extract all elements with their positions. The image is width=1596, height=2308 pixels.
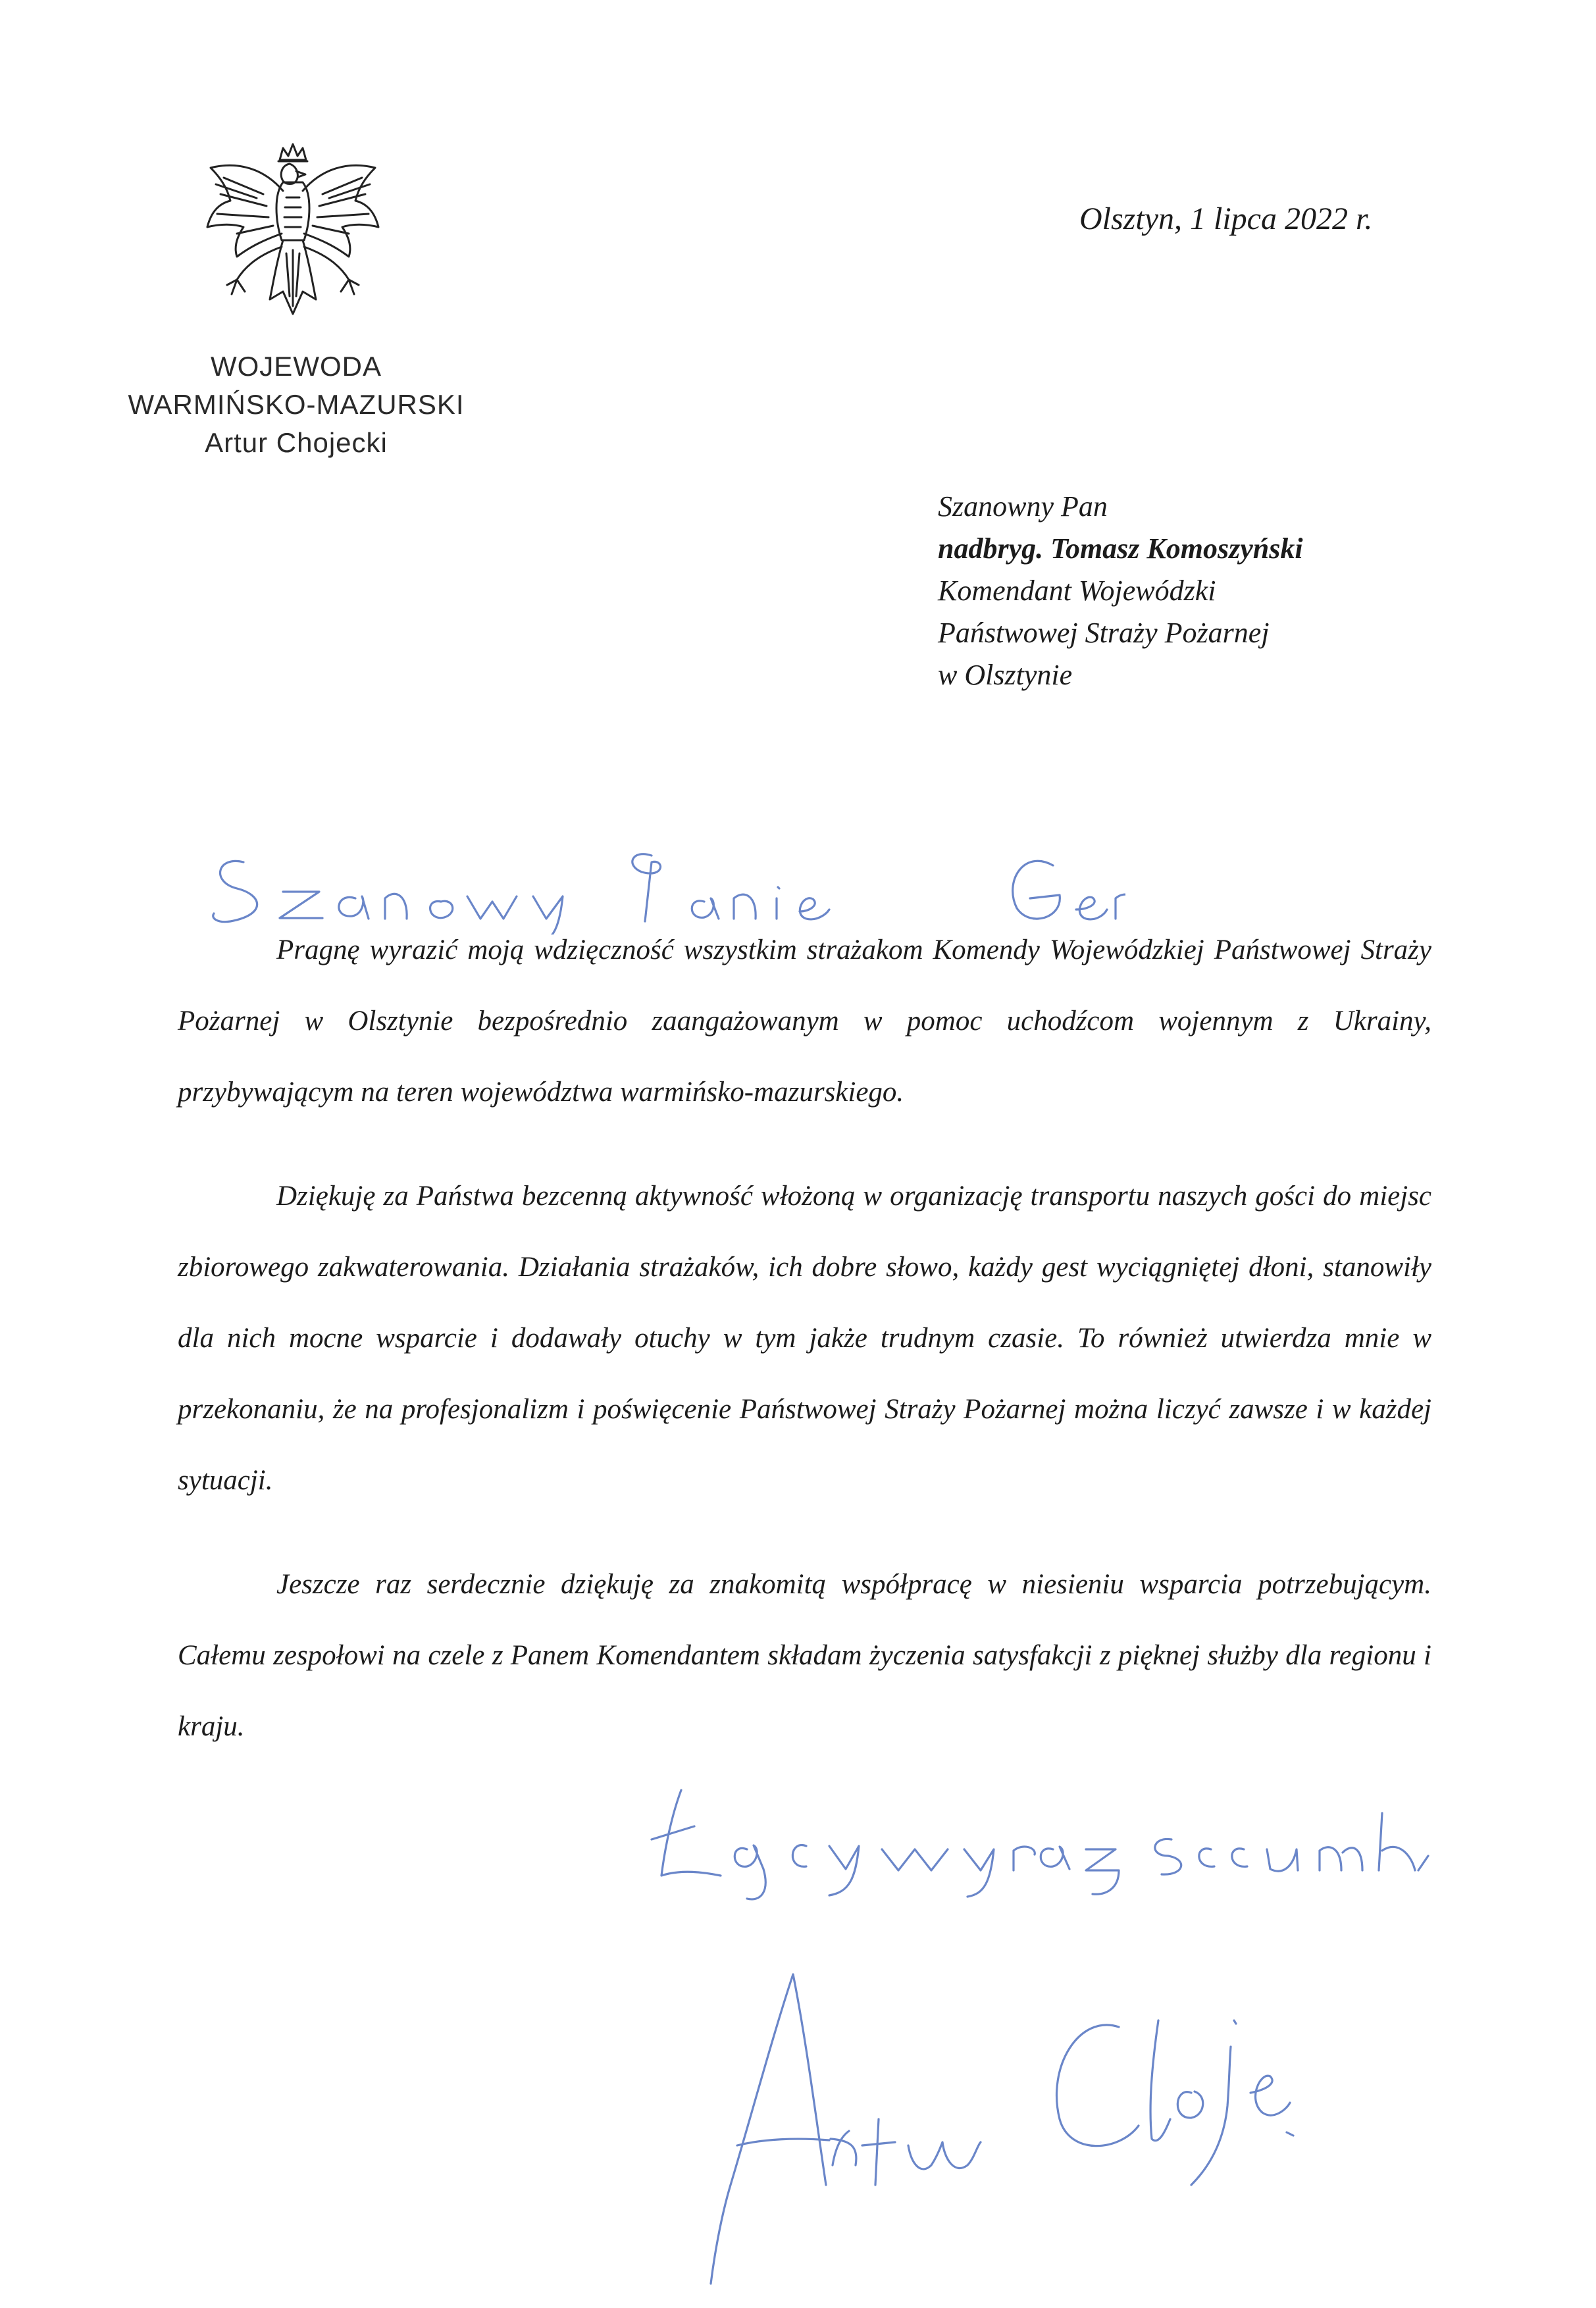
letter-date: Olsztyn, 1 lipca 2022 r. — [1079, 201, 1373, 236]
recipient-title-line1: Komendant Wojewódzki — [938, 575, 1216, 607]
sender-block — [66, 347, 527, 462]
sender-title: WOJEWODA — [211, 351, 382, 382]
sender-name: Artur Chojecki — [205, 427, 388, 458]
letter-body — [178, 915, 1431, 1795]
body-paragraph-3: Jeszcze raz serdecznie dziękuję za znakomitą współpracę w niesieniu wsparcia potrzebującym. Całemu zespołowi na czele z Panem Komendantem składam życzenia satysfakcji z pięknej służby dla regionu i kraju. — [178, 1569, 1431, 1742]
recipient-title-line3: w Olsztynie — [938, 659, 1073, 691]
sender-region: WARMIŃSKO-MAZURSKI — [128, 389, 465, 420]
handwritten-closing — [632, 1777, 1435, 1902]
body-paragraph-2: Dziękuję za Państwa bezcenną aktywność włożoną w organizację transportu naszych gości do miejsc zbiorowego zakwaterowania. Działania strażaków, ich dobre słowo, każdy gest wyciągniętej dłoni, stanowiły dla nich mocne wsparcie i dodawały otuchy w tym jakże trudnym czasie. To również utwierdza mnie w przekonaniu, że na profesjonalizm i poświęcenie Państwowej Straży Pożarnej można liczyć zawsze i w każdej sytuacji. — [178, 1181, 1431, 1496]
recipient-block — [938, 486, 1303, 696]
body-paragraph-1: Pragnę wyrazić moją wdzięczność wszystkim strażakom Komendy Wojewódzkiej Państwowej Straży Pożarnej w Olsztynie bezpośrednio zaangażowanym w pomoc uchodźcom wojennym z Ukrainy, przybywającym na teren województwa warmińsko-mazurskiego. — [178, 935, 1431, 1108]
handwritten-signature — [658, 1948, 1303, 2290]
polish-eagle-emblem-icon — [191, 141, 395, 339]
recipient-title-line2: Państwowej Straży Pożarnej — [938, 617, 1270, 649]
recipient-salutation: Szanowny Pan — [938, 490, 1108, 523]
recipient-name: nadbryg. Tomasz Komoszyński — [938, 532, 1303, 565]
